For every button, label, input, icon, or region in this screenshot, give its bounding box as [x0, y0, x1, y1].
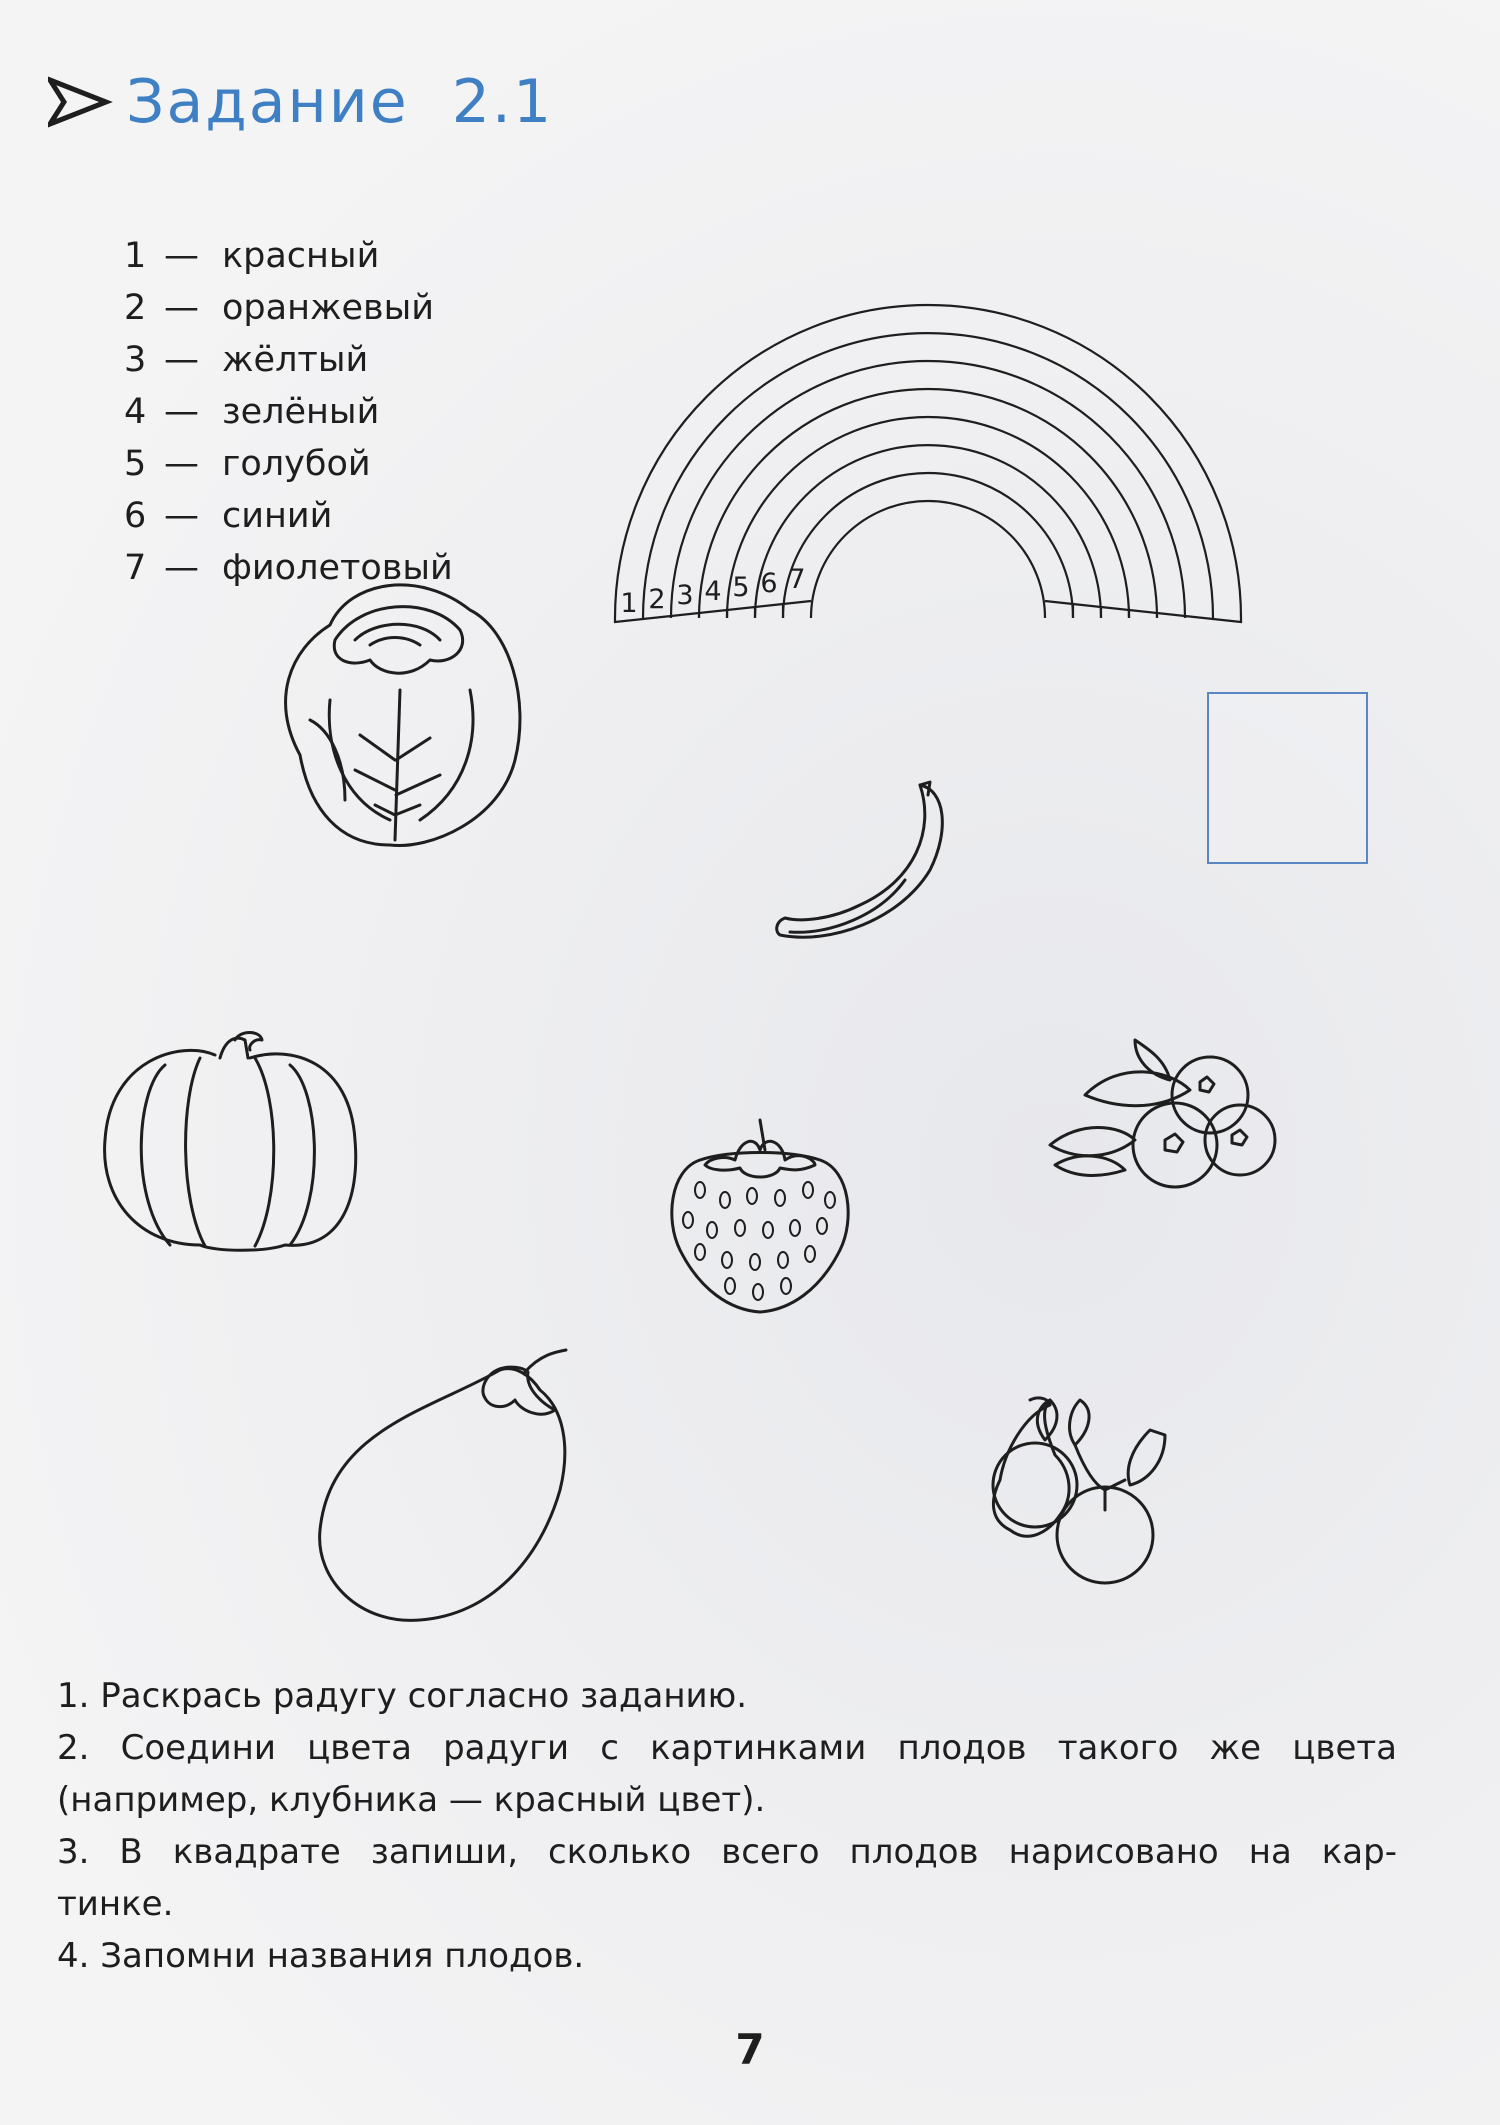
rainbow-band-number: 6 — [760, 568, 778, 599]
legend-color-name: зелёный — [222, 392, 380, 432]
eggplant-icon — [320, 1350, 566, 1620]
legend-number: 7 — [124, 548, 147, 588]
instruction-line: 2. Соедини цвета радуги с картинками плодов такого же цвета — [57, 1728, 1397, 1768]
legend-color-name: красный — [222, 236, 380, 276]
plum-icon — [993, 1398, 1165, 1583]
legend-dash: — — [164, 392, 199, 432]
legend-number: 3 — [124, 340, 147, 380]
instruction-line: 1. Раскрась радугу согласно заданию. — [57, 1676, 748, 1716]
legend-color-name: фиолетовый — [222, 548, 453, 588]
legend-color-name: оранжевый — [222, 288, 435, 328]
rainbow-band-number: 1 — [620, 588, 638, 619]
instruction-line: 4. Запомни названия плодов. — [57, 1936, 585, 1976]
legend-number: 5 — [124, 444, 147, 484]
legend-dash: — — [164, 340, 199, 380]
legend-dash: — — [164, 236, 199, 276]
strawberry-icon — [672, 1120, 848, 1312]
rainbow-band-number: 7 — [788, 564, 806, 595]
legend-dash: — — [164, 496, 199, 536]
rainbow-band-number: 3 — [676, 580, 694, 611]
rainbow-band-number: 2 — [648, 584, 666, 615]
legend-color-name: синий — [222, 496, 333, 536]
instructions — [57, 1670, 1397, 1982]
instruction-line: тинке. — [57, 1884, 174, 1924]
legend-number: 6 — [124, 496, 147, 536]
rainbow-band-number: 5 — [732, 572, 750, 603]
legend-dash: — — [164, 288, 199, 328]
page-number: 7 — [735, 2025, 765, 2074]
rainbow-band-number: 4 — [704, 576, 722, 607]
legend-number: 2 — [124, 288, 147, 328]
task-title: Задание 2.1 — [126, 67, 554, 137]
banana-icon — [777, 782, 943, 937]
legend-number: 1 — [124, 236, 147, 276]
pumpkin-icon — [105, 1033, 356, 1251]
legend-dash: — — [164, 548, 199, 588]
legend-number: 4 — [124, 392, 147, 432]
instruction-line: (например, клубника — красный цвет). — [57, 1780, 766, 1820]
legend-dash: — — [164, 444, 199, 484]
legend-color-name: голубой — [222, 444, 371, 484]
cabbage-icon — [286, 585, 520, 846]
instruction-line: 3. В квадрате запиши, сколько всего плодов нарисовано на кар- — [57, 1832, 1397, 1872]
blueberry-icon — [1050, 1040, 1275, 1187]
legend-color-name: жёлтый — [222, 340, 369, 380]
